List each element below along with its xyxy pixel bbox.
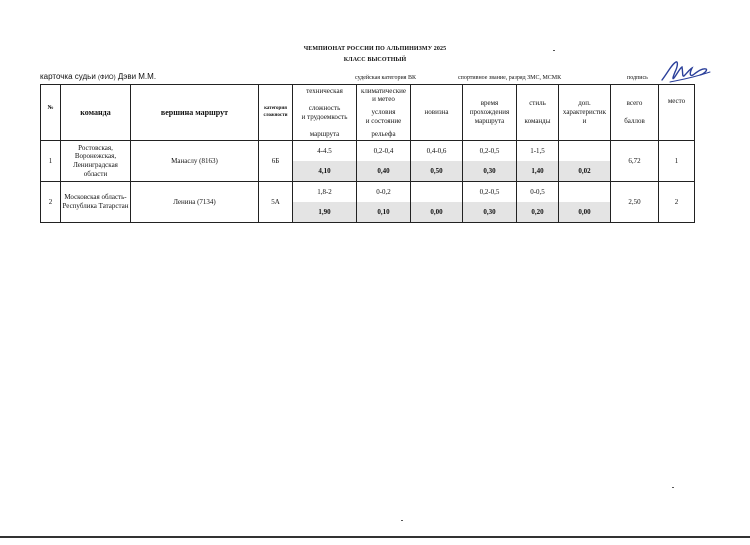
table-row	[41, 141, 695, 182]
row-category: 6Б	[259, 141, 293, 182]
row-climate: 0-0,2 0,10	[357, 182, 411, 223]
row-climate: 0,2-0,4 0,40	[357, 141, 411, 182]
col-climate-l34: условия и состояние	[365, 108, 402, 125]
judge-card-label: карточка судьи	[40, 72, 96, 81]
row-summit: Манаслу (8163)	[131, 141, 259, 182]
row-total: 2,50	[611, 182, 659, 223]
scan-bottom-edge	[0, 536, 750, 538]
col-place: место	[659, 85, 695, 141]
row-team: Ростовская, Воронежская, Ленинградская области	[61, 141, 131, 182]
col-climate-l12: климатические и метео	[361, 86, 406, 104]
col-technical-l23: сложность и трудоемкость	[301, 103, 348, 121]
row-category: 5А	[259, 182, 293, 223]
row-time: 0,2-0,5 0,30	[463, 182, 517, 223]
col-num: №	[41, 85, 61, 141]
row-total: 6,72	[611, 141, 659, 182]
row-summit: Ленина (7134)	[131, 182, 259, 223]
col-team: команда	[61, 85, 131, 141]
row-technical: 1,8-2 1,90	[293, 182, 357, 223]
row-place: 2	[659, 182, 695, 223]
col-novelty: новизна	[411, 85, 463, 141]
col-style: стиль команды	[517, 85, 559, 141]
row-style: 1-1,5 1,40	[517, 141, 559, 182]
col-technical-l4: маршрута	[309, 129, 340, 138]
judge-category: судейская категория ВК	[355, 75, 416, 81]
row-novelty: 0,00	[411, 182, 463, 223]
row-extra: 0,00	[559, 182, 611, 223]
col-category: категория сложности	[259, 85, 293, 141]
scan-speck	[401, 520, 403, 521]
judge-fio-label: (ФИО)	[98, 75, 116, 81]
col-climate-l5: рельефа	[371, 129, 396, 138]
row-time: 0,2-0,5 0,30	[463, 141, 517, 182]
table-row	[41, 182, 695, 223]
document-title: ЧЕМПИОНАТ РОССИИ ПО АЛЬПИНИЗМУ 2025	[303, 46, 447, 52]
row-num: 1	[41, 141, 61, 182]
judge-name: Дэви М.М.	[117, 72, 157, 81]
signature-label: подпись	[627, 75, 648, 81]
row-technical: 4-4.5 4,10	[293, 141, 357, 182]
col-time: время прохождения маршрута	[463, 85, 517, 141]
table-header-row	[41, 85, 695, 141]
col-summit: вершина маршрут	[131, 85, 259, 141]
row-style: 0-0,5 0,20	[517, 182, 559, 223]
row-num: 2	[41, 182, 61, 223]
col-climate	[357, 85, 411, 141]
col-technical	[293, 85, 357, 141]
col-total: всего баллов	[611, 85, 659, 141]
scan-speck	[672, 487, 674, 488]
row-team: Московская область- Республика Татарстан	[61, 182, 131, 223]
col-technical-l1: техническая	[306, 86, 343, 95]
sport-rank: спортивное звание, разряд ЗМС, МСМК	[458, 75, 562, 81]
scan-speck	[553, 50, 555, 51]
col-extra: доп. характеристик и	[559, 85, 611, 141]
handwritten-signature	[660, 58, 712, 84]
document-subtitle: КЛАСС ВЫСОТНЫЙ	[343, 57, 407, 63]
judge-card-line	[40, 72, 156, 81]
row-extra: 0,02	[559, 141, 611, 182]
row-novelty: 0,4-0,6 0,50	[411, 141, 463, 182]
results-table	[40, 84, 695, 223]
row-place: 1	[659, 141, 695, 182]
